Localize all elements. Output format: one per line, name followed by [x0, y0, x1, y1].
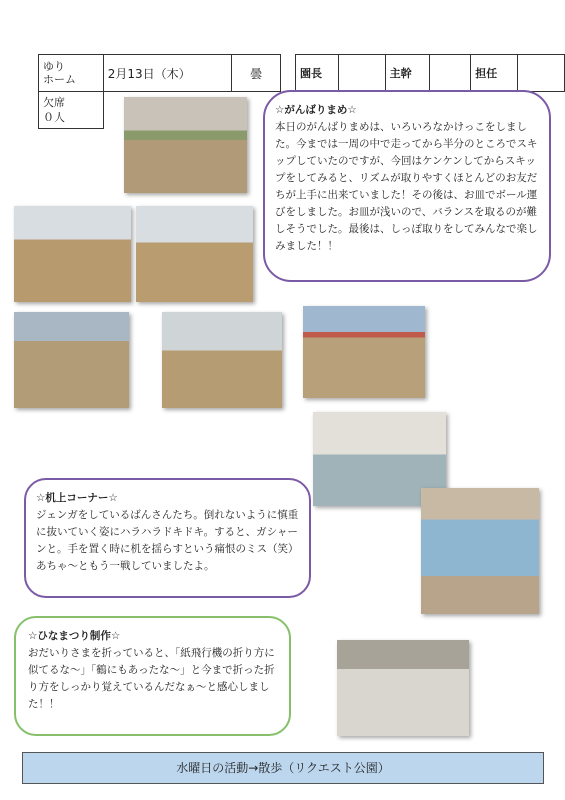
teacher-label: 担任 — [471, 55, 518, 92]
chief-label: 主幹 — [385, 55, 430, 92]
absent-label: 欠席 — [43, 96, 65, 109]
photo-plate-1 — [14, 312, 129, 408]
footer-activity: 水曜日の活動→散歩（リクエスト公園） — [22, 752, 544, 784]
absent-count: ０人 — [43, 111, 65, 124]
date: 2月13日（木） — [103, 55, 232, 92]
weather: 曇 — [232, 55, 281, 92]
photo-tail-tag — [303, 306, 425, 398]
photo-origami — [337, 640, 469, 736]
absent-cell — [39, 92, 104, 129]
kijo-title: ☆机上コーナー☆ — [36, 492, 118, 504]
hina-body: おだいりさまを折っていると、「紙飛行機の折り方に似てるな～」「鶴にもあったな～」と今まで折った折り方をしっかり覚えているんだなぁ～と感心しました！！ — [28, 647, 275, 710]
photo-running-2 — [14, 206, 131, 302]
photo-running-1 — [124, 97, 247, 193]
photo-plate-2 — [162, 312, 282, 408]
hina-title: ☆ひなまつり制作☆ — [28, 630, 121, 642]
teacher-stamp — [518, 55, 565, 92]
chief-stamp — [430, 55, 471, 92]
principal-stamp — [338, 55, 385, 92]
ganbari-title: ☆がんばりまめ☆ — [275, 104, 357, 116]
hina-bubble — [14, 616, 291, 736]
photo-desk — [421, 488, 539, 614]
photo-running-3 — [136, 206, 253, 302]
ganbari-body: 本日のがんばりまめは、いろいろなかけっこをしました。今までは一周の中で走ってから半分のところでスキップしていたのですが、今回はケンケンしてからスキップをしてみると、リズムが取りやすくほとんどのお友だちが上手に出来ていました！その後は、お皿でボール運びをしました。お皿が浅いので、バランスを取るのが難しそうでした。最後は、しっぽ取りをしてみんなで楽しみました！！ — [275, 121, 538, 252]
ganbari-bubble — [263, 90, 551, 282]
class-name: ゆり ホーム — [39, 55, 104, 92]
kijo-body: ジェンガをしているばんさんたち。倒れないように慎重に抜いていく姿にハラハラドキドキ。すると、ガシャーンと。手を置く時に机を揺らすという痛恨のミス（笑）あちゃ～ともう一戦していましたよ。 — [36, 509, 299, 572]
principal-label: 園長 — [296, 55, 339, 92]
kijo-bubble — [24, 478, 311, 598]
